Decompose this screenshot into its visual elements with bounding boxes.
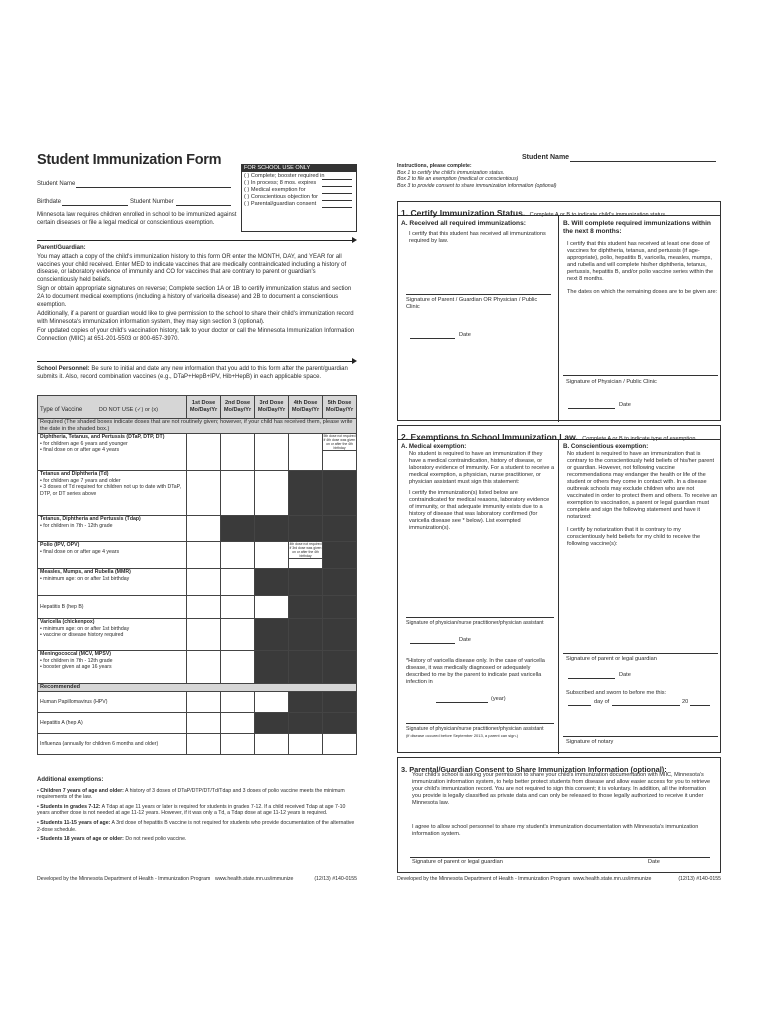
dose-cell[interactable] (187, 516, 221, 542)
section-2a (401, 443, 555, 532)
additional-item: • Students 11-15 years of age: A 3rd dose of hepatitis B vaccine is not required for students who provide documentation of the alternative 2-dose schedule. (37, 819, 355, 833)
school-use-item[interactable]: ( ) Parental/guardian consent (244, 201, 354, 208)
dose-cell[interactable] (221, 713, 255, 734)
student-number-field[interactable] (176, 205, 231, 206)
varicella-year-field[interactable] (436, 702, 488, 703)
fifth-dose-note: 5th dose not required if 4th dose was given on or after the 4th birthday (323, 434, 356, 450)
section-1a (401, 220, 553, 245)
shaded-cell[interactable] (323, 471, 357, 516)
right-footer (397, 876, 721, 883)
dose-cell[interactable] (289, 542, 323, 569)
section-3-date-label: Date (648, 859, 660, 865)
instruction-item: Box 1 to certify the child's immunization status. (397, 169, 505, 176)
law-text: Minnesota law requires children enrolled in school to be immunized against certain diseases or file a legal medical or conscientious exemption. (37, 212, 237, 226)
right-student-name-field[interactable] (570, 161, 716, 162)
dose-cell[interactable] (255, 434, 289, 471)
section-1b (563, 220, 718, 296)
shaded-cell[interactable] (323, 596, 357, 619)
dose-header: 1st Dose Mo/Day/Yr (187, 396, 221, 419)
dose-cell[interactable] (323, 734, 357, 755)
dose-cell[interactable] (187, 734, 221, 755)
shaded-cell[interactable] (323, 713, 357, 734)
form-title: Student Immunization Form (37, 152, 222, 168)
table-header-type (38, 396, 187, 419)
additional-item: • Students 18 years of age or older: Do not need polio vaccine. (37, 836, 187, 843)
school-use-item[interactable]: ( ) Complete; booster required in (244, 173, 354, 180)
section-1a-signature-label: Signature of Parent / Guardian OR Physician / Public Clinic (406, 297, 538, 310)
section-2a-varicella-text: *History of varicella disease only. In the case of varicella disease, it was medically diagnosed or adequately described to me by the parent to indicate past varicella infection in (406, 658, 545, 685)
dose-cell[interactable] (187, 651, 221, 684)
year-20-label: 20 (682, 699, 689, 705)
section-2b-title: B. Conscientious exemption: (563, 443, 649, 450)
table-row: Hepatitis B (hep B) (38, 596, 187, 619)
additional-heading: Additional exemptions: (37, 777, 104, 783)
dose-cell[interactable] (187, 692, 221, 713)
student-name-label: Student Name (37, 181, 76, 187)
section-1b-date-field[interactable] (568, 408, 615, 409)
parent-para: For updated copies of your child's vaccination history, talk to your doctor or call the Minnesota Immunization Information Connection (MIIC) at 651-201-5503 or 800-657-3970. (37, 328, 355, 342)
dose-header: 5th Dose Mo/Day/Yr (323, 396, 357, 419)
shaded-cell[interactable] (323, 516, 357, 542)
section-1b-dates: The dates on which the remaining doses are to be given are: (567, 289, 718, 296)
sworn-month-field[interactable] (612, 705, 680, 706)
sworn-day-field[interactable] (568, 705, 591, 706)
dose-cell[interactable] (187, 619, 221, 651)
student-number-label: Student Number (130, 199, 174, 205)
table-row: Influenza (annually for children 6 months and older) (38, 734, 187, 755)
section-2a-date-field[interactable] (410, 643, 455, 644)
section-1a-title: A. Received all required immunizations: (401, 220, 526, 227)
birthdate-label: Birthdate (37, 199, 62, 205)
right-student-name-label: Student Name (522, 154, 570, 161)
dose-cell[interactable] (289, 734, 323, 755)
sworn-text: Subscribed and sworn to before me this: (566, 690, 667, 696)
section-2b-date-field[interactable] (568, 678, 615, 679)
dose-cell[interactable] (221, 471, 255, 516)
day-of-label: day of (594, 699, 610, 705)
additional-exemptions (37, 777, 357, 843)
dose-cell[interactable] (221, 692, 255, 713)
table-row: Polio (IPV, OPV) • final dose on or after age 4 years (38, 542, 187, 569)
student-name-field[interactable] (76, 187, 231, 188)
dose-cell[interactable] (255, 596, 289, 619)
table-row: Tetanus, Diphtheria and Pertussis (Tdap) • for children in 7th - 12th grade (38, 516, 187, 542)
dose-cell[interactable] (187, 542, 221, 569)
shaded-cell[interactable] (221, 516, 255, 542)
dose-cell[interactable] (221, 542, 255, 569)
shaded-cell[interactable] (255, 569, 289, 596)
shaded-cell[interactable] (323, 651, 357, 684)
table-row: Meningococcal (MCV, MPSV) • for children in 7th - 12th grade • booster given at age 16 years (38, 651, 187, 684)
section-1-box (397, 201, 721, 421)
school-personnel-heading: School Personnel: (37, 366, 90, 372)
do-not-use-note: DO NOT USE (✓) or (x) (98, 407, 158, 413)
table-row: Varicella (chickenpox) • minimum age: on or after 1st birthday • vaccine or disease history required (38, 619, 187, 651)
varicella-year-label: (year) (491, 696, 506, 702)
section-1b-text: I certify that this student has received at least one dose of vaccines for diphtheria, tetanus, and pertussis (if age-appropriate), polio, hepatitis B, varicella, measles, mumps, and rubella and will complete his/her diphtheria, tetanus, pertussis, hepatitis B, and/or polio vaccine series within the next 8 months. (567, 241, 714, 283)
section-2-subtitle: Complete A or B to indicate type of exemption. (582, 436, 697, 442)
section-2a-signature-label: Signature of physician/nurse practitioner/physician assistant (406, 620, 544, 626)
shaded-cell[interactable] (289, 596, 323, 619)
dose-cell[interactable] (323, 434, 357, 471)
section-2b (563, 443, 719, 548)
instruction-item: Box 3 to provide consent to share immunization information (optional) (397, 182, 557, 189)
section-2-box (397, 425, 721, 753)
parent-para: You may attach a copy of the child's immunization history to this form OR enter the MONTH, DAY, and YEAR for all vaccines your child received. Enter MED to indicate vaccines that are medically contraindicated including a history of disease, or laboratory evidence of immunity and CO for vaccines that are contrary to parent or guardian's conscientiously held beliefs. (37, 254, 347, 283)
dose-cell[interactable] (255, 471, 289, 516)
footer-url: www.health.state.mn.us/immunize (573, 876, 652, 882)
sworn-year-field[interactable] (690, 705, 710, 706)
dose-header: 2nd Dose Mo/Day/Yr (221, 396, 255, 419)
dose-cell[interactable] (255, 692, 289, 713)
section-1a-date-label: Date (459, 332, 471, 338)
dose-cell[interactable] (289, 434, 323, 471)
required-note: Required (The shaded boxes indicate doses that are not routinely given; however, if your child has received them, please write the date in the shaded box.) (38, 419, 357, 434)
section-3-agree: I agree to allow school personnel to share my student's immunization documentation with Minnesota's immunization information system. (412, 824, 699, 837)
section-2a-title: A. Medical exemption: (401, 443, 467, 450)
shaded-cell[interactable] (323, 619, 357, 651)
section-2a-signature2-note: (if disease occured before September 2013, a parent can sign.) (406, 732, 519, 738)
school-use-box (241, 164, 357, 232)
section-2b-text2: I certify by notarization that it is contrary to my conscientiously held beliefs for my child to receive the following vaccine(s): (567, 527, 701, 547)
footer-code: (12/13) #140-0155 (678, 876, 721, 882)
section-3-signature-label: Signature of parent or legal guardian (412, 859, 503, 865)
left-footer (37, 876, 357, 883)
school-personnel-text: Be sure to initial and date any new information that you add to this form after the parent/guardian submits it. Also, record combination vaccines (e.g., DTaP+HepB+IPV, Hib+HepB) in each applicable space. (37, 366, 348, 380)
shaded-cell[interactable] (255, 713, 289, 734)
section-1b-signature-label: Signature of Physician / Public Clinic (566, 379, 657, 385)
section-1b-date-label: Date (619, 402, 631, 408)
shaded-cell[interactable] (323, 569, 357, 596)
parent-heading: Parent/Guardian: (37, 245, 86, 251)
footer-url: www.health.state.mn.us/immunize (215, 876, 294, 882)
footer-credit: Developed by the Minnesota Department of Health - Immunization Program (37, 876, 211, 882)
shaded-cell[interactable] (323, 542, 357, 569)
shaded-cell[interactable] (289, 471, 323, 516)
school-use-item[interactable]: ( ) Conscientious objection for (244, 194, 354, 201)
table-row: Hepatitis A (hep A) (38, 713, 187, 734)
dose-cell[interactable] (221, 434, 255, 471)
section-2a-text: No student is required to have an immunization if they have a medical contraindication, history of disease, or laboratory evidence of immunity. For a student to receive a medical exemption, a physician, nurse practitioner, or physician assistant must sign this statement: (409, 451, 555, 485)
section-3-text: Your child's school is asking your permission to share your child's immunization documentation with MIIC, Minnesota's immunization information system, to help better protect students from disease and allow easier access for you to retrieve your child's immunization record. You are not required to sign this consent; it is voluntary. In addition, all the information you provide is legally classified as private data and can only be released to those legally authorized to receive it under Minnesota law. (412, 772, 711, 806)
dose-cell[interactable] (187, 471, 221, 516)
shaded-cell[interactable] (289, 516, 323, 542)
vaccine-table (37, 395, 357, 755)
section-1-header (398, 202, 720, 216)
section-2-title: 2. Exemptions to School Immunization Law. (401, 432, 578, 442)
shaded-cell[interactable] (289, 619, 323, 651)
section-2-header (398, 426, 720, 440)
footer-code: (12/13) #140-0155 (314, 876, 357, 882)
section-2b-text: No student is required to have an immunization that is contrary to the conscientiously held beliefs of his/her parent or guardian. However, not following vaccine recommendations may endanger the health or life of the student or others they come in contact with. In a disease outbreak schools may exclude children who are not vaccinated in order to protect them and others. To receive an exemption to vaccination, a parent or legal guardian must complete and sign the following statement and have it notarized: (567, 451, 718, 520)
table-row: Human Papillomavirus (HPV) (38, 692, 187, 713)
shaded-cell[interactable] (255, 619, 289, 651)
instructions (397, 163, 556, 189)
shaded-cell[interactable] (289, 692, 323, 713)
dose-cell[interactable] (221, 619, 255, 651)
notary-signature-label: Signature of notary (566, 739, 614, 745)
section-2b-signature-label: Signature of parent or legal guardian (566, 656, 657, 662)
dose-cell[interactable] (255, 734, 289, 755)
school-personnel-note (37, 366, 357, 381)
section-2a-text2: I certify the immunization(s) listed below are contraindicated for medical reasons, laboratory evidence of immunity, or that adequate immunity exists due to a history of disease that was laboratory confirmed (for varicella disease see * below). List exempted immunization(s). (409, 490, 550, 531)
additional-item: • Students in grades 7-12: A Tdap at age 11 years or later is required for students in grades 7-12. If a child received Tdap at age 7-10 years another dose is not needed at age 11-12 years. However, if it was only a Td, a Tdap dose at age 11-12 years is required. (37, 803, 346, 817)
dose-cell[interactable] (221, 569, 255, 596)
additional-item: • Children 7 years of age and older: A history of 3 doses of DTaP/DTP/DT/Td/Tdap and 3 doses of polio vaccine meets the minimum requirements of the law. (37, 787, 345, 801)
fourth-dose-note: 4th dose not required if 3rd dose was given on or after the 4th birthday (289, 542, 322, 558)
dose-header: 4th Dose Mo/Day/Yr (289, 396, 323, 419)
dose-cell[interactable] (221, 734, 255, 755)
dose-cell[interactable] (187, 713, 221, 734)
parent-instructions (37, 254, 357, 344)
section-1a-text: I certify that this student has received all immunizations required by law. (409, 230, 546, 244)
parent-para: Additionally, if a parent or guardian would like to give permission to the school to share their child's immunization record with Minnesota's immunization information system, they may sign section 3 (optional). (37, 311, 354, 325)
shaded-cell[interactable] (289, 713, 323, 734)
shaded-cell[interactable] (323, 692, 357, 713)
instruction-item: Box 2 to file an exemption (medical or conscientious) (397, 176, 519, 183)
table-row: Tetanus and Diphtheria (Td) • for children age 7 years and older • 3 doses of Td required for children not up to date with DTaP, DTP, or DT series above (38, 471, 187, 516)
recommended-label: Recommended (38, 684, 357, 692)
table-row: Measles, Mumps, and Rubella (MMR) • minimum age: on or after 1st birthday (38, 569, 187, 596)
section-1-subtitle: Complete A or B to indicate child's immunization status. (529, 212, 667, 218)
school-use-header: FOR SCHOOL USE ONLY (242, 165, 356, 172)
type-of-vaccine-header: Type of Vaccine (40, 407, 83, 413)
section-3-title: 3. Parental/Guardian Consent to Share Immunization Information (optional): (401, 765, 667, 774)
shaded-cell[interactable] (289, 651, 323, 684)
section-2b-date-label: Date (619, 672, 631, 678)
section-2a-date-label: Date (459, 637, 471, 643)
shaded-cell[interactable] (255, 651, 289, 684)
divider-arrow (37, 361, 353, 362)
dose-header: 3rd Dose Mo/Day/Yr (255, 396, 289, 419)
dose-cell[interactable] (255, 542, 289, 569)
school-use-list (242, 172, 356, 209)
dose-cell[interactable] (187, 434, 221, 471)
divider-arrow (37, 240, 353, 241)
birthdate-field[interactable] (62, 205, 128, 206)
section-1b-title: B. Will complete required immunizations within the next 8 months: (563, 220, 711, 235)
dose-cell[interactable] (187, 596, 221, 619)
shaded-cell[interactable] (289, 569, 323, 596)
shaded-cell[interactable] (255, 516, 289, 542)
table-row: Diphtheria, Tetanus, and Pertussis (DTaP, DTP, DT) • for children age 6 years and younger • final dose on or after age 4 years (38, 434, 187, 471)
section-1a-date-field[interactable] (410, 338, 455, 339)
footer-credit: Developed by the Minnesota Department of Health - Immunization Program (397, 876, 571, 882)
section-3-box (397, 757, 721, 873)
dose-cell[interactable] (221, 651, 255, 684)
dose-cell[interactable] (187, 569, 221, 596)
section-2a-signature2-label: Signature of physician/nurse practitioner/physician assistant (if disease occured before September 2013, a parent can sign.) (406, 726, 544, 738)
school-use-item[interactable]: ( ) In process; 8 mos. expires (244, 180, 354, 187)
section-1-title: 1. Certify Immunization Status. (401, 208, 526, 218)
parent-para: Sign or obtain appropriate signatures on reverse; Complete section 1A or 1B to certify immunization status and section 2A to document medical exemptions (including a history of varicella disease) and 2B to document a conscientious exemption. (37, 286, 352, 308)
instructions-heading: Instructions, please complete: (397, 163, 472, 169)
school-use-item[interactable]: ( ) Medical exemption for (244, 187, 354, 194)
dose-cell[interactable] (221, 596, 255, 619)
